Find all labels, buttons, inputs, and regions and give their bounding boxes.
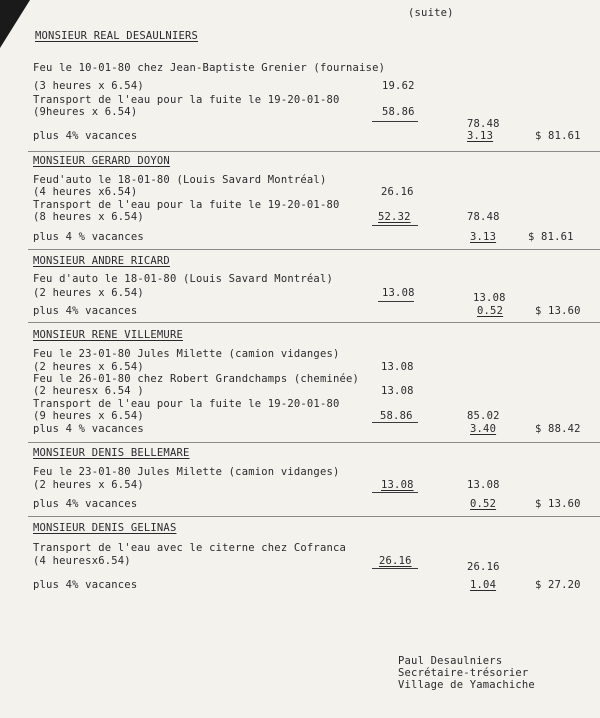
total: $ 13.60 [535,498,581,510]
line-text: (4 heures x6.54) [33,186,138,198]
line-amount: 52.32 [378,211,411,223]
total: $ 88.42 [535,423,581,435]
vacances-label: plus 4 % vacances [33,423,144,435]
line-text: Transport de l'eau pour la fuite le 19-20-01-80 [33,398,340,410]
section-divider [28,516,600,517]
suite-label: (suite) [408,7,454,19]
section-divider [28,151,600,152]
section-divider [28,322,600,323]
employee-name: MONSIEUR DENIS GELINAS [33,522,177,534]
vacances-amount: 3.40 [470,423,497,435]
subtotal: 26.16 [467,561,500,573]
signature-name: Paul Desaulniers [398,655,503,667]
employee-name: MONSIEUR RENE VILLEMURE [33,329,183,341]
vacances-amount: 1.04 [470,579,497,591]
underline [372,121,418,122]
vacances-label: plus 4% vacances [33,579,138,591]
vacances-amount: 3.13 [470,231,497,243]
torn-corner [0,0,30,48]
underline [372,225,418,226]
subtotal: 78.48 [467,211,500,223]
line-amount: 13.08 [381,361,414,373]
line-text: (9 heures x 6.54) [33,410,144,422]
vacances-amount: 3.13 [467,130,494,142]
section-divider [28,442,600,443]
subtotal: 13.08 [467,479,500,491]
vacances-label: plus 4% vacances [33,130,138,142]
line-text: (2 heures x 6.54) [33,361,144,373]
total: $ 81.61 [535,130,581,142]
line-text: (3 heures x 6.54) [33,80,144,92]
line-amount: 13.08 [381,479,414,491]
line-text: (4 heuresx6.54) [33,555,131,567]
employee-name: MONSIEUR DENIS BELLEMARE [33,447,190,459]
line-amount: 13.08 [382,287,415,299]
underline [372,422,418,423]
subtotal: 13.08 [473,292,506,304]
line-text: Feu le 23-01-80 Jules Milette (camion vidanges) [33,348,340,360]
line-text: (2 heures x 6.54) [33,287,144,299]
line-text: Feu le 10-01-80 chez Jean-Baptiste Grenier (fournaise) [33,62,386,74]
total: $ 27.20 [535,579,581,591]
vacances-label: plus 4% vacances [33,305,138,317]
total: $ 81.61 [528,231,574,243]
underline [372,568,418,569]
employee-name: MONSIEUR REAL DESAULNIERS [35,30,199,42]
underline [378,301,414,302]
line-text: (2 heuresx 6.54 ) [33,385,144,397]
vacances-amount: 0.52 [470,498,497,510]
subtotal: 78.48 [467,118,500,130]
vacances-label: plus 4 % vacances [33,231,144,243]
line-text: Feud'auto le 18-01-80 (Louis Savard Montréal) [33,174,327,186]
subtotal: 85.02 [467,410,500,422]
line-text: Transport de l'eau pour la fuite le 19-20-01-80 [33,94,340,106]
total: $ 13.60 [535,305,581,317]
line-text: Transport de l'eau pour la fuite le 19-20-01-80 [33,199,340,211]
section-divider [28,249,600,250]
line-amount: 13.08 [381,385,414,397]
line-text: Feu d'auto le 18-01-80 (Louis Savard Montréal) [33,273,333,285]
vacances-amount: 0.52 [477,305,504,317]
line-text: Feu le 26-01-80 chez Robert Grandchamps (cheminée) [33,373,360,385]
line-text: (2 heures x 6.54) [33,479,144,491]
signature-place: Village de Yamachiche [398,679,535,691]
line-amount: 19.62 [382,80,415,92]
underline [372,492,418,493]
line-text: (9heures x 6.54) [33,106,138,118]
line-amount: 58.86 [382,106,415,118]
line-text: Feu le 23-01-80 Jules Milette (camion vidanges) [33,466,340,478]
employee-name: MONSIEUR GERARD DOYON [33,155,170,167]
line-amount: 58.86 [380,410,413,422]
vacances-label: plus 4% vacances [33,498,138,510]
line-text: Transport de l'eau avec le citerne chez Cofranca [33,542,347,554]
line-text: (8 heures x 6.54) [33,211,144,223]
signature-title: Secrétaire-trésorier [398,667,529,679]
employee-name: MONSIEUR ANDRE RICARD [33,255,170,267]
line-amount: 26.16 [379,555,412,567]
line-amount: 26.16 [381,186,414,198]
